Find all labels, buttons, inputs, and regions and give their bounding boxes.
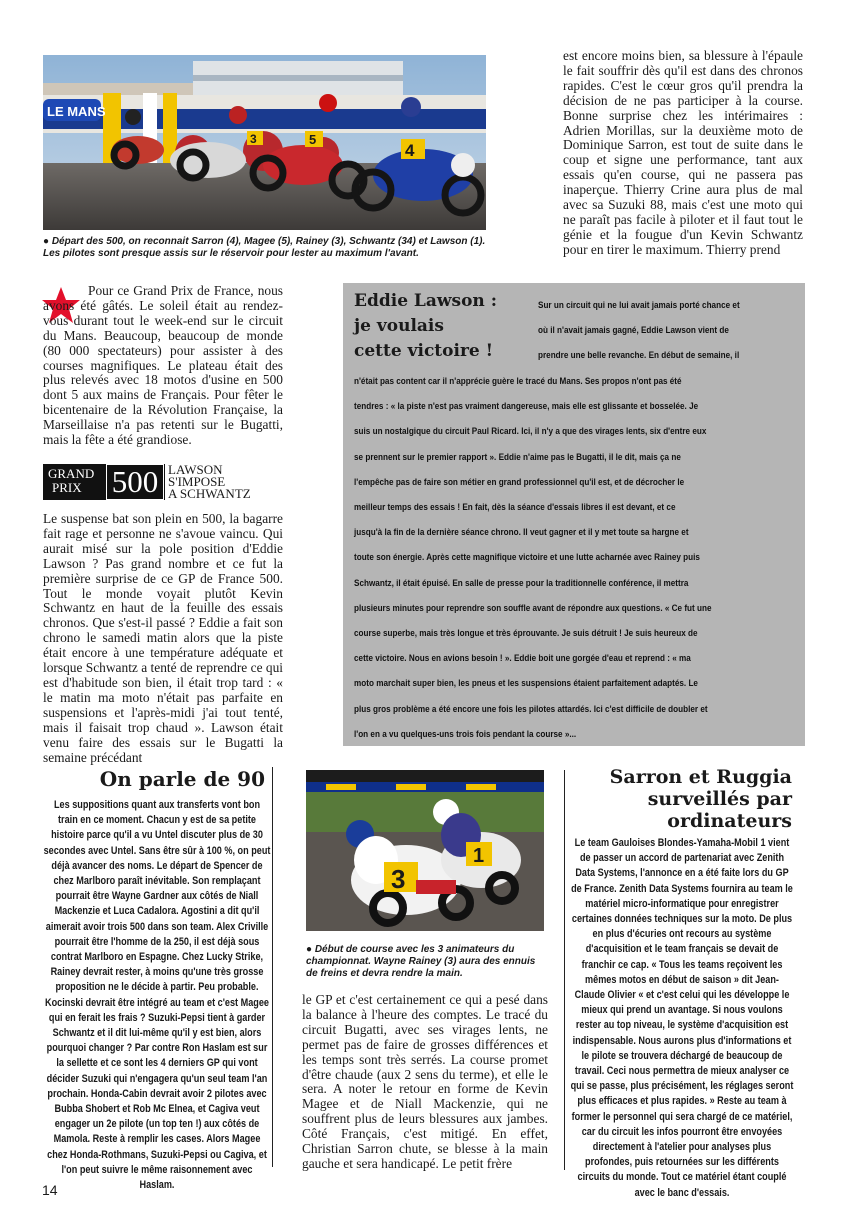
race-photo-illustration [306,770,544,931]
lawson-line: n'était pas content car il n'apprécie guère le tracé du Mans. Ses propos n'ont pas été [354,376,682,387]
computers-box [570,836,794,1201]
le-mans-sign: LE MANS [47,104,106,119]
lawson-side-line: Sur un circuit qui ne lui avait jamais porté chance et [538,300,740,311]
computers-title-line2: surveillés par [647,788,792,810]
lawson-line: meilleur temps des essais ! En fait, dès la séance d'essais libres il est devant, et ce [354,502,676,514]
lawson-box-title [354,289,534,364]
grand-prix-badge [43,464,165,500]
lawson-box-side-lines [538,293,800,369]
transfers-box [43,798,270,1193]
lawson-title-line2: je voulais [354,316,444,336]
lawson-side-line: où il n'avait jamais gagné, Eddie Lawson vient de [538,325,729,337]
badge-headline-line2: S'IMPOSE [168,474,226,489]
badge-prix: PRIX [52,480,82,495]
mid-article: le GP et c'est certainement ce qui a pesé dans la balance à l'heure des comptes. Le tracé du circuit Bugatti, avec ses virages lents, ne permet pas de faire de grosses différences et les temps sont très serrés. La course promet d'être chaude (aux 2 sens du terme), et elle le sera. A noter le retour en forme de Kevin Magee et de Niall Mackenzie, qui ne souffrent plus de leurs blessures aux jambes. Côté Français, c'est mitigé. En effet, Christian Sarron chute, se blesse à la main gauche et sera handicapé. Le petit frère [302,992,548,1171]
lawson-line: plus gros problème a été encore une fois les pilotes attardés. Ici c'est difficile de doubler et [354,703,708,715]
lawson-line: Schwantz, il était épuisé. En salle de presse pour la traditionnelle conférence, il mettra [354,577,689,589]
lawson-line: l'on en a vu quelques-uns trois fois pendant la course »... [354,728,577,740]
computers-title-line1: Sarron et Ruggia [609,766,792,788]
lawson-line: toute son énergie. Après cette magnifique victoire et une lutte acharnée avec Rainey puis [354,552,700,564]
start-photo-illustration [43,55,486,230]
rainey-plate-3: 3 [391,864,406,894]
badge-grand: GRAND [48,466,95,481]
lawson-plate-1: 1 [473,845,485,867]
race-photo-caption: ● Début de course avec les 3 animateurs du championnat. Wayne Rainey (3) aura des ennuis de freins et devra rendre la main. [306,944,536,979]
page-number: 14 [42,1182,58,1198]
badge-headline-line3: A SCHWANTZ [168,486,251,501]
lawson-line: jusqu'à la fin de la dernière séance chrono. Il veut gagner et il y met toute sa hargne et [354,527,689,539]
computers-title-line3: ordinateurs [667,810,792,832]
main-article: Le suspense bat son plein en 500, la bagarre fait rage et personne ne s'avoue vaincu. Qui aurait misé sur la pole position d'Eddie Lawson ? Pas grand nombre et ce fut la première surprise de ce GP de France 500. Tout le monde voyait plutôt Kevin Schwantz en haut de la feuille des essais chronos. Que s'est-il passé ? Eddie a fait son chrono le samedi matin alors que la piste était encore à une température adéquate et lorsque Schwantz a tenté de reprendre ce qui est d'habitude son bien, il était trop tard : « le matin ma moto n'était pas parfaite en suspensions et l'après-midi j'ai tout tenté, mais il faisait trop chaud ». Lawson était venu faire des essais sur le Bugatti la semaine précédant [43,511,283,765]
article-continuation-top: est encore moins bien, sa blessure à l'épaule le fait souffrir dès qu'il est dans des chronos rapides. C'est le cœur gros qu'il prendra la décision de ne pas participer à la course. Bonne surprise chez les intérimaires : Adrien Morillas, sur la deuxième moto de Dominique Sarron, est tout de suite dans le coup et signe une performance, tant aux essais qu'en course, qui ne passera pas inaperçue. Thierry Crine aura plus de mal avec sa Suzuki 88, mais c'est une moto qui ne paraît pas facile à piloter et il faut tout le génie et la fougue d'un Kevin Schwantz pour en tirer le maximum. Thierry prend [563,48,803,257]
transfers-title: On parle de 90 [99,767,265,791]
badge-number: 500 [106,464,164,500]
lawson-line: se prennent sur le premier rapport ». Eddie n'aime pas le Bugatti, il le dit, mais ça ne [354,451,681,463]
transfers-text: Les suppositions quant aux transferts vont bon train en ce moment. Chacun y est de sa petite histoire parce qu'il a vu Untel discuter plus de 30 secondes avec Untel. Sans être sûr à 100 %, on peut déjà avancer des noms. Le départ de Spencer de chez Marlboro paraît inévitable. Son remplaçant pourrait être Wayne Gardner aux côtés de Niall Mackenzie et Luca Cadalora. Agostini a dit qu'il aimerait avoir trois 500 dans son team. Alex Criville pourrait être l'homme de la 250, il est déjà sous contrat Marlboro en Espagne. Chez Lucky Strike, Rainey devrait rester, à moins qu'une très grosse proposition ne le décide à partir. Peu probable. Kocinski devrait être intégré au team et c'est Magee qui en ferait les frais ? Suzuki-Pepsi tient à garder Schwantz et il dit lui-même qu'il y est bien, alors pourquoi changer ? Par contre Ron Haslam est sur la sellette et ce sont les 4 derniers GP qui vont décider Suzuki qui n'engagera qu'un seul team l'an prochain. Honda-Cabin devrait avoir 2 pilotes avec Bubba Shobert et Rob Mc Elnea, et Cagiva veut engager un 2e pilote (un top ten !) aux côtés de Mamola. Reste à remplir les cases. Alors Magee chez Honda-Rothmans, Suzuki-Pepsi ou Cagiva, et l'on peut suivre le même raisonnement avec Haslam. [43,799,271,1192]
lawson-line: tendres : « la piste n'est pas vraiment dangereuse, mais elle est glissante et bosselée. Je [354,401,699,413]
badge-headline-line1: LAWSON [168,462,223,477]
plate-number-3: 3 [250,132,257,146]
computers-title [568,766,792,832]
start-photo [43,55,486,230]
lawson-line: l'empêche pas de faire son métier en grand professionnel qu'il est, et de décrocher le [354,476,685,488]
lawson-line: plusieurs minutes pour reprendre son souffle avant de répondre aux questions. « Ce fut une [354,602,712,614]
lawson-side-line: prendre une belle revanche. En début de semaine, il [538,350,740,362]
lawson-box-body [354,369,794,747]
lawson-line: suis un nostalgique du circuit Paul Ricard. Ici, il n'y a que des virages lents, six d'entre eux [354,426,707,438]
lawson-interview-box [343,283,805,746]
lawson-line: cette victoire. Nous en avions besoin ! ». Eddie boit une gorgée d'eau et reprend : « ma [354,653,691,665]
plate-number-5: 5 [309,132,317,147]
lawson-title-line1: Eddie Lawson : [354,291,497,311]
lawson-line: moto marchait super bien, les pneus et les suspensions étaient parfaitement adaptés. Le [354,678,698,690]
transfers-rule [272,767,273,1167]
lawson-title-line3: cette victoire ! [354,341,494,361]
top-photo-caption: ● Départ des 500, on reconnait Sarron (4), Magee (5), Rainey (3), Schwantz (34) et Lawson (1). Les pilotes sont presque assis sur le réservoir pour lester au maximum l'avant. [43,236,486,259]
race-photo [306,770,544,931]
computers-rule [564,770,565,1170]
plate-number-4: 4 [405,141,415,160]
computers-text: Le team Gauloises Blondes-Yamaha-Mobil 1 vient de passer un accord de partenariat avec Zenith Data Systems, l'annonce en a été faite lors du GP de France. Zenith Data Systems fournira au team le matériel micro-informatique pour enregistrer certaines données techniques sur la moto. De plus en plus d'écuries ont recours au système d'acquisition et le team français se devait de franchir ce cap. « Tous les teams reçoivent les mêmes motos en début de saison » dit Jean-Claude Olivier « et c'est celui qui les développe le mieux qui prend un avantage. Si nous voulons rester au top niveau, le système d'acquisition est indispensable. Nous aurons plus d'informations et le pilote se trouvera déchargé de beaucoup de travail. Ceci nous permettra de mieux analyser ce qui se passe, plus précisément, les réglages seront plus efficaces et plus rapides. » Reste au team à former le personnel qui sera chargé de ce matériel, car du circuit les infos pourront être envoyées directement à l'atelier pour analyses plus profondes, puis retournées sur les différents circuits du monde. Tout ce matériel étant couplé avec le banc d'essais. [570,837,794,1199]
lawson-line: course superbe, mais très longue et très éprouvante. Je suis détruit ! Je suis heureux de [354,628,698,640]
intro-paragraph: Pour ce Grand Prix de France, nous avons été gâtés. Le soleil était au rendez-vous durant tout le week-end sur le circuit du Mans. Beaucoup, beaucoup de monde (80 000 spectateurs) pour assister à des courses magnifiques. Le plateau était des plus relevés avec 18 motos d'usine en 500 dont 5 aux mains de Français. Pour fêter le bicentenaire de la Révolution Française, la Marseillaise n'a pas retenti sur le Bugatti, mais la fête a été grandiose. [43,283,283,448]
badge-headline [168,464,251,500]
